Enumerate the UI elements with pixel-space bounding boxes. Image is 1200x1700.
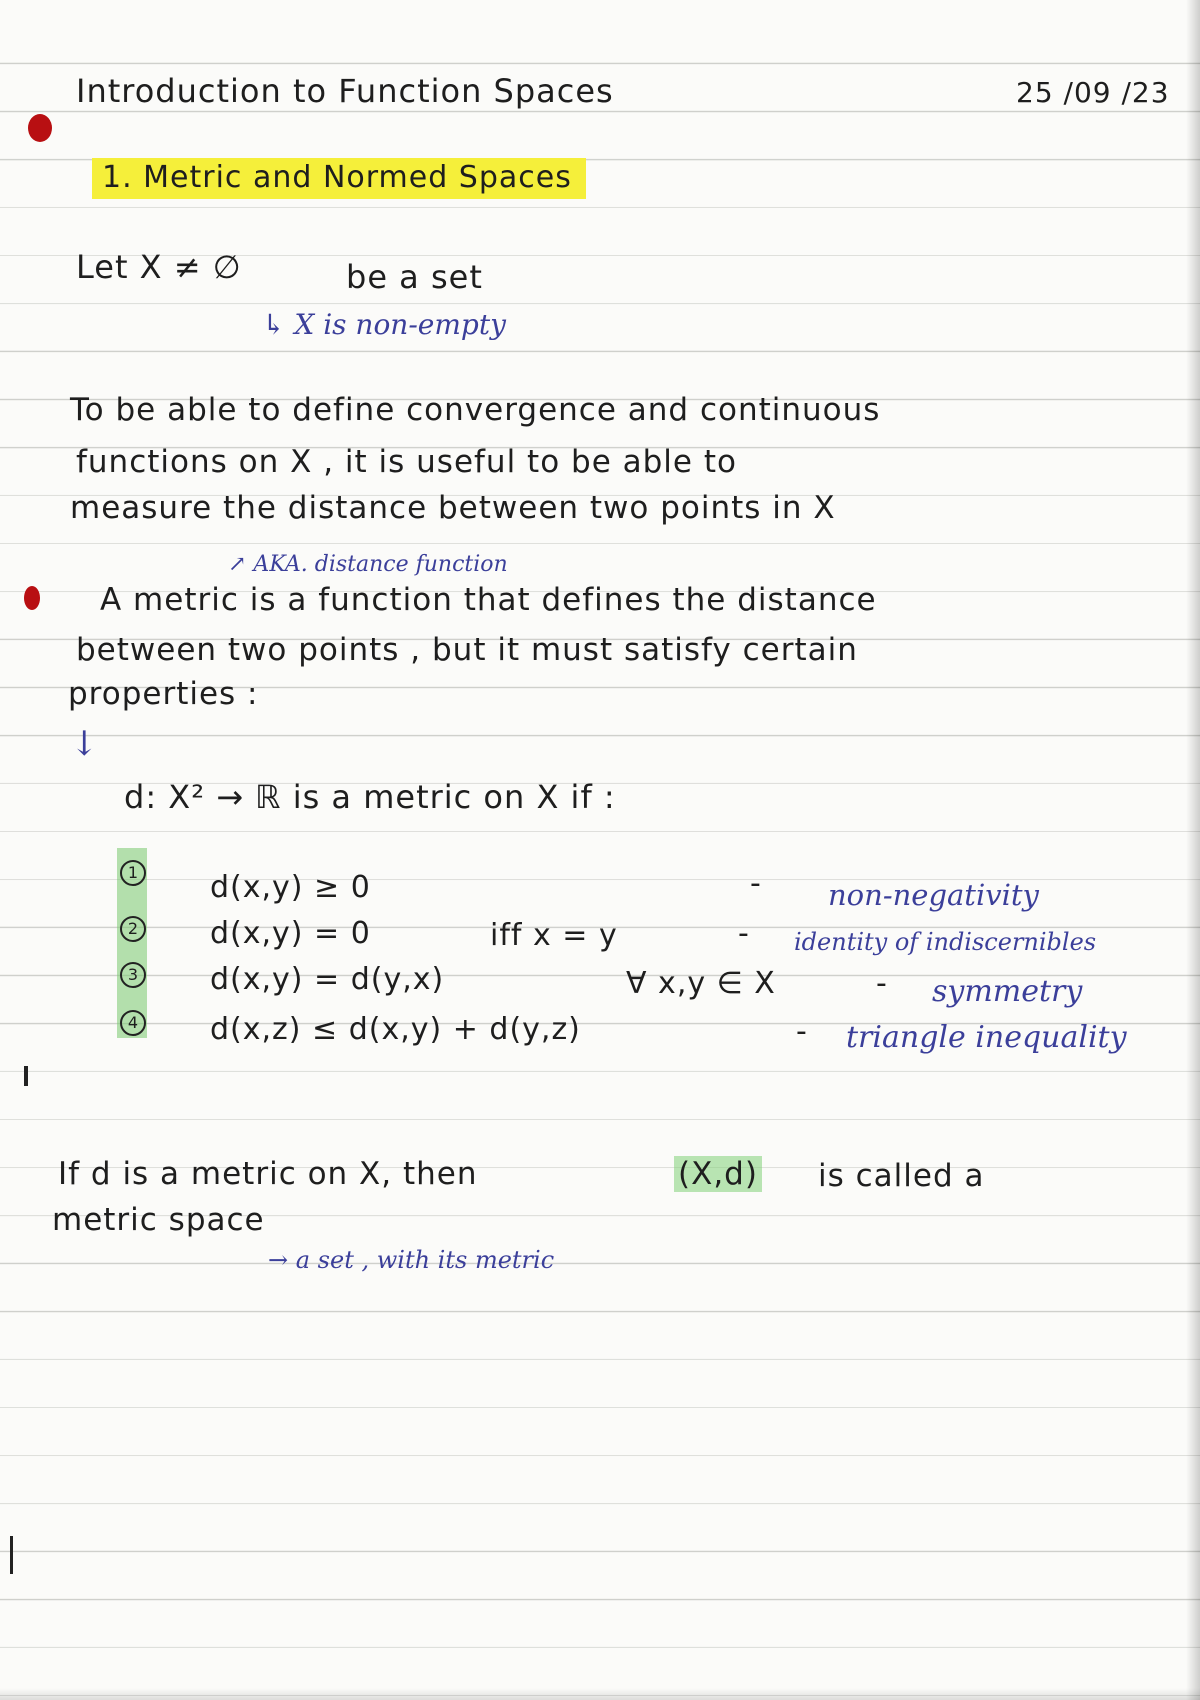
property-number-3: 3 (120, 962, 146, 988)
conclusion-pair (674, 1156, 762, 1192)
property-name-1: non-negativity (828, 878, 1039, 912)
conclusion-note: → a set , with its metric (268, 1246, 555, 1274)
page-title: Introduction to Function Spaces (76, 72, 614, 110)
property-formula-4: d(x,z) ≤ d(x,y) + d(y,z) (210, 1012, 581, 1047)
property-dash-4: - (796, 1014, 808, 1049)
property-dash-3: - (876, 966, 888, 1001)
red-bullet-top (28, 114, 52, 142)
paragraph-line-2: functions on X , it is useful to be able to (76, 444, 737, 480)
property-dash-1: - (750, 866, 762, 901)
conclusion-line-2: metric space (52, 1202, 265, 1238)
conclusion-line-1a: If d is a metric on X, then (58, 1156, 478, 1192)
property-name-4: triangle inequality (846, 1020, 1127, 1055)
property-row-3 (120, 962, 146, 998)
property-extra-2: iff x = y (490, 918, 618, 953)
property-extra-3: ∀ x,y ∈ X (626, 966, 776, 1001)
property-number-1: 1 (120, 860, 146, 886)
margin-tick-1 (24, 1066, 28, 1086)
metric-line-3: properties : (68, 676, 259, 712)
property-row-1 (120, 860, 146, 896)
property-row-4 (120, 1010, 146, 1046)
intro-let: Let X ≠ ∅ (76, 248, 242, 286)
property-formula-3: d(x,y) = d(y,x) (210, 962, 445, 997)
page-edge-shadow (1186, 0, 1200, 1700)
down-arrow: ↓ (70, 724, 99, 764)
section-heading-text: 1. Metric and Normed Spaces (92, 158, 586, 199)
property-name-3: symmetry (932, 974, 1083, 1009)
property-formula-2: d(x,y) = 0 (210, 916, 371, 951)
property-name-2: identity of indiscernibles (794, 928, 1097, 956)
intro-note: ↳ X is non-empty (262, 308, 506, 341)
metric-line-2: between two points , but it must satisfy certain (76, 632, 858, 668)
property-number-2: 2 (120, 916, 146, 942)
property-dash-2: - (738, 916, 750, 951)
section-heading (92, 160, 586, 195)
metric-line-1: A metric is a function that defines the distance (100, 582, 877, 618)
red-bullet-metric (24, 586, 40, 610)
property-number-4: 4 (120, 1010, 146, 1036)
property-formula-1: d(x,y) ≥ 0 (210, 870, 371, 905)
paragraph-line-1: To be able to define convergence and continuous (70, 392, 881, 428)
metric-condition: d: X² → ℝ is a metric on X if : (124, 778, 616, 816)
metric-space-pair: (X,d) (674, 1156, 762, 1192)
intro-set: be a set (346, 258, 483, 296)
margin-tick-2 (10, 1536, 13, 1574)
paragraph-line-3: measure the distance between two points in X (70, 490, 836, 526)
page-date: 25 /09 /23 (1016, 76, 1170, 109)
property-row-2 (120, 916, 146, 952)
conclusion-line-1b: is called a (818, 1158, 985, 1194)
page-bottom-shadow (0, 1688, 1200, 1700)
aka-annotation: ↗ AKA. distance function (228, 552, 508, 577)
